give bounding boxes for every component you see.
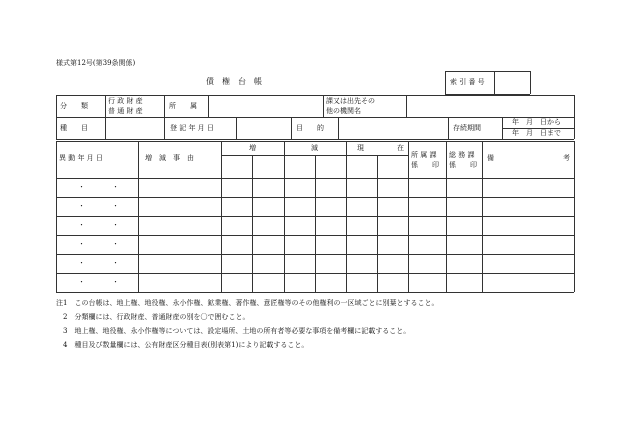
general-property-option[interactable]: 普 通 財 産 bbox=[108, 107, 143, 115]
duration-from: 年 月 日から bbox=[512, 118, 561, 126]
classification-label: 分 類 bbox=[60, 102, 88, 110]
increase-column-header: 増 bbox=[249, 144, 256, 152]
note-1: 注1 この台帳は、地上権、地役権、永小作権、鉱業権、著作権、意匠権等のその他権利の一区域ごとに別葉とすること。 bbox=[56, 299, 439, 307]
note-4: 4 種目及び数量欄には、公有財産区分種目表(別表第1)により記載すること。 bbox=[56, 341, 309, 349]
current-column-header-1: 現 bbox=[357, 144, 364, 152]
department-seal-header-1: 所 属 課 bbox=[411, 151, 437, 159]
table-row-4-dot1: ・ bbox=[78, 259, 85, 267]
table-row-3-dot2: ・ bbox=[112, 240, 119, 248]
administrative-property-option[interactable]: 行 政 財 産 bbox=[108, 97, 143, 105]
type-label: 種 目 bbox=[60, 124, 88, 132]
registration-date-label: 登 記 年 月 日 bbox=[170, 124, 214, 132]
table-row-0-dot1: ・ bbox=[78, 183, 85, 191]
remarks-column-header-2: 考 bbox=[563, 154, 570, 162]
table-row-2-dot2: ・ bbox=[112, 221, 119, 229]
remarks-column-header-1: 備 bbox=[487, 154, 494, 162]
table-row-2-dot1: ・ bbox=[78, 221, 85, 229]
table-row-3-dot1: ・ bbox=[78, 240, 85, 248]
table-row-1-dot2: ・ bbox=[112, 202, 119, 210]
reason-column-header: 増 減 事 由 bbox=[145, 154, 194, 162]
duration-to: 年 月 日まで bbox=[512, 129, 561, 137]
form-reference: 様式第12号(第39条関係) bbox=[56, 59, 136, 67]
index-number-label: 索 引 番 号 bbox=[450, 78, 485, 86]
department-seal-header-2: 係 印 bbox=[411, 161, 439, 169]
note-2: 2 分類欄には、行政財産、普通財産の別を〇で囲むこと。 bbox=[56, 313, 250, 321]
department-label-line2: 他の機関名 bbox=[326, 107, 361, 115]
table-row-0-dot2: ・ bbox=[112, 183, 119, 191]
duration-label: 存続期間 bbox=[453, 124, 481, 132]
page-title: 債 権 台 帳 bbox=[206, 77, 262, 86]
table-row-5-dot1: ・ bbox=[78, 278, 85, 286]
general-affairs-seal-header-2: 係 印 bbox=[449, 161, 477, 169]
purpose-label: 目 的 bbox=[296, 124, 324, 132]
date-column-header: 異 動 年 月 日 bbox=[59, 154, 103, 162]
current-column-header-2: 在 bbox=[397, 144, 404, 152]
note-3: 3 地上権、地役権、永小作権等については、設定場所、土地の所有者等必要な事項を備考欄に記載すること。 bbox=[56, 327, 411, 335]
general-affairs-seal-header-1: 総 務 課 bbox=[449, 151, 475, 159]
table-row-5-dot2: ・ bbox=[112, 278, 119, 286]
department-label-line1: 課又は出先その bbox=[326, 97, 375, 105]
decrease-column-header: 減 bbox=[311, 144, 318, 152]
table-row-4-dot2: ・ bbox=[112, 259, 119, 267]
table-row-1-dot1: ・ bbox=[78, 202, 85, 210]
affiliation-label: 所 属 bbox=[169, 102, 197, 110]
